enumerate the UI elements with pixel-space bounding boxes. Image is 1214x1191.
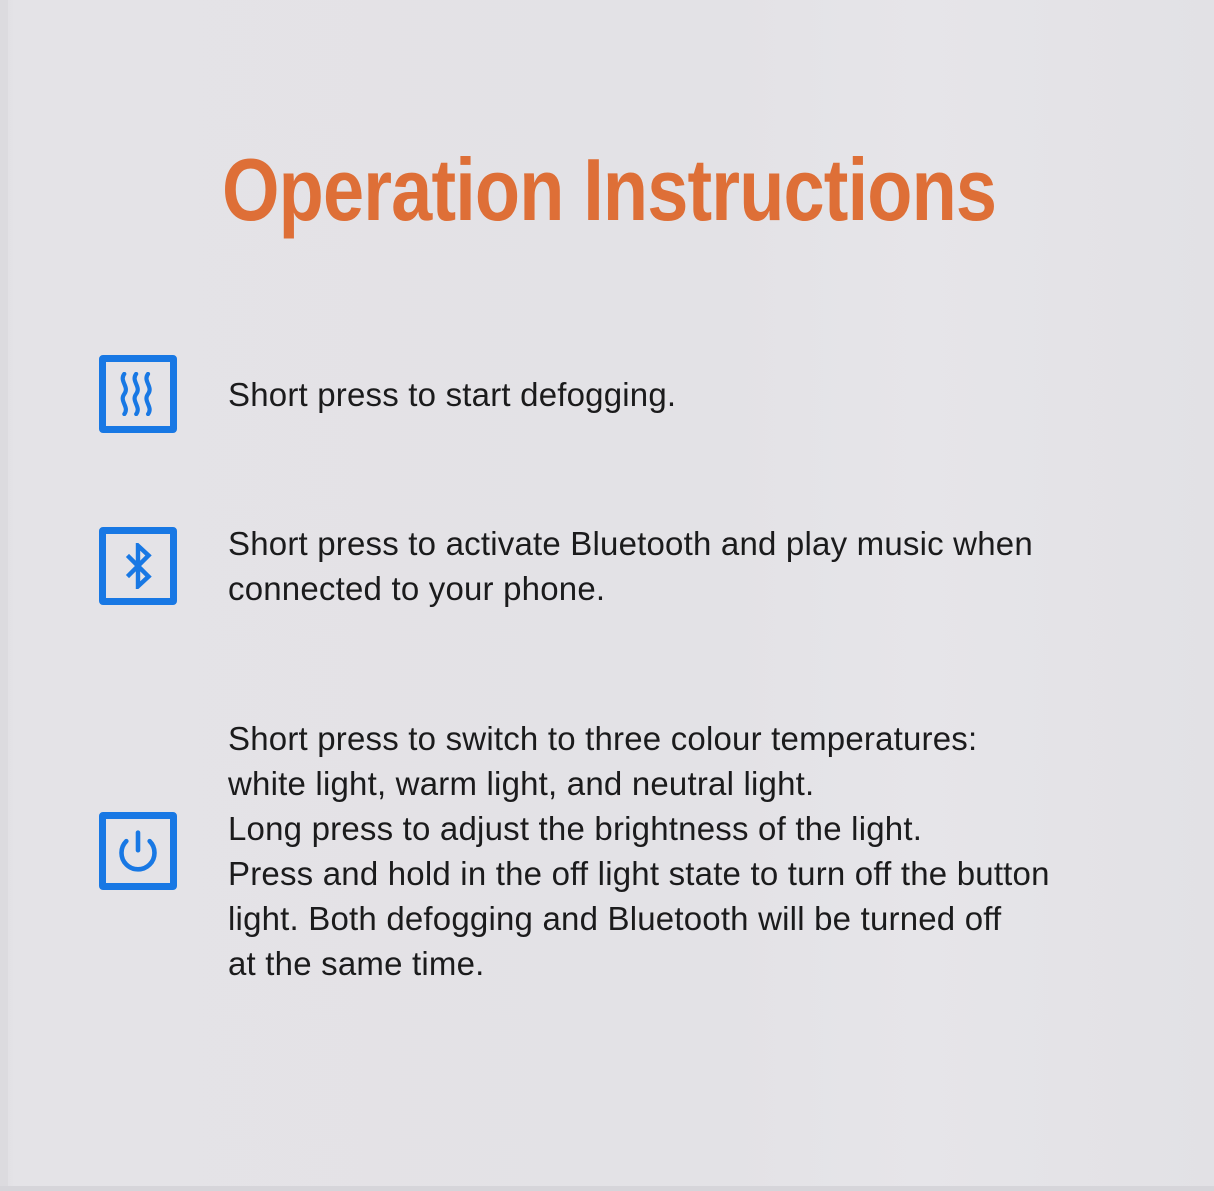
text-line: light. Both defogging and Bluetooth will be turned off	[228, 900, 1002, 937]
left-edge-band	[0, 0, 8, 1191]
text-line: Short press to switch to three colour temperatures:	[228, 720, 978, 757]
bottom-edge-strip	[0, 1186, 1214, 1191]
text-line: Short press to start defogging.	[228, 375, 677, 413]
bluetooth-instruction-text	[228, 521, 1033, 611]
text-line: connected to your phone.	[228, 570, 606, 607]
instruction-row-bluetooth	[99, 521, 1033, 611]
defog-steam-icon	[117, 372, 159, 416]
power-icon	[116, 829, 160, 873]
defog-instruction-text	[228, 372, 676, 417]
bluetooth-button	[99, 527, 177, 605]
defog-button	[99, 355, 177, 433]
power-instruction-text	[228, 716, 1050, 986]
text-line: Press and hold in the off light state to turn off the button	[228, 855, 1050, 892]
text-line: Short press to activate Bluetooth and play music when	[228, 525, 1033, 562]
text-line: white light, warm light, and neutral light.	[228, 765, 815, 802]
page-title: Operation Instructions	[222, 140, 997, 239]
instruction-row-defog	[99, 355, 676, 433]
bluetooth-icon	[115, 543, 161, 589]
instruction-row-power	[99, 716, 1050, 986]
text-line: Long press to adjust the brightness of the light.	[228, 810, 923, 847]
text-line: at the same time.	[228, 945, 485, 982]
power-button	[99, 812, 177, 890]
